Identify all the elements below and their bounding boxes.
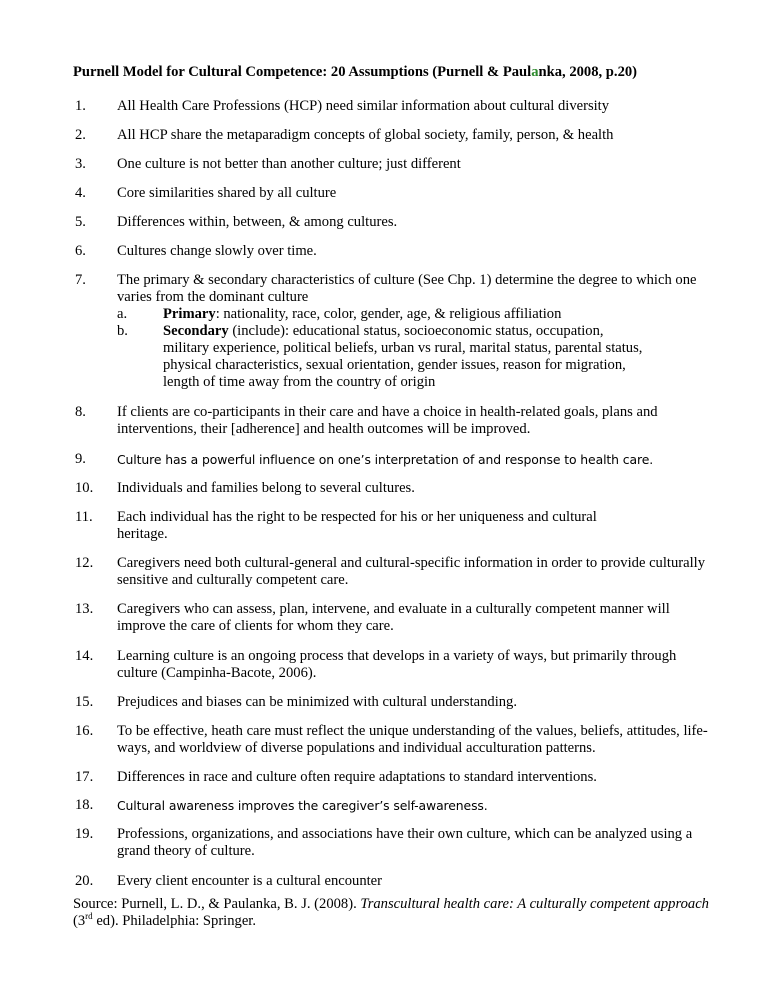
item-number: 2.	[75, 127, 86, 143]
item-text: Caregivers need both cultural-general and cultural-specific information in order to provide culturally sensitive and culturally competent care.	[117, 555, 705, 588]
sub-item-text: (include): educational status, socioeconomic status, occupation, military experience, political beliefs, urban vs rural, marital status, parental status, physical characteristics, sexual orientation, gender issues, reason for migration, length of time away from the country of origin	[163, 323, 643, 390]
item-number: 12.	[75, 555, 94, 571]
document-title: Purnell Model for Cultural Competence: 20 Assumptions (Purnell & Paulanka, 2008, p.20)	[73, 64, 638, 80]
item-text: Cultures change slowly over time.	[117, 243, 317, 259]
item-number: 20.	[75, 873, 94, 889]
item-text: Individuals and families belong to several cultures.	[117, 480, 415, 496]
item-number: 16.	[75, 723, 94, 739]
item-text: If clients are co-participants in their care and have a choice in health-related goals, plans and interventions, their [adherence] and health outcomes will be improved.	[117, 404, 658, 437]
item-number: 5.	[75, 214, 86, 230]
item-number: 11.	[75, 509, 93, 525]
item-text: Cultural awareness improves the caregiver’s self-awareness.	[117, 798, 488, 813]
item-text: All HCP share the metaparadigm concepts of global society, family, person, & health	[117, 127, 614, 143]
item-number: 4.	[75, 185, 86, 201]
item-number: 6.	[75, 243, 86, 259]
item-number: 13.	[75, 601, 94, 617]
item-number: 18.	[75, 797, 94, 813]
sub-item-primary	[117, 306, 717, 323]
sub-item-text: : nationality, race, color, gender, age, & religious affiliation	[215, 306, 562, 322]
item-number: 7.	[75, 272, 86, 288]
item-content	[117, 272, 717, 391]
item-number: 15.	[75, 694, 94, 710]
item-number: 10.	[75, 480, 94, 496]
sub-item-term: Secondary	[163, 323, 229, 339]
item-text: Differences within, between, & among cultures.	[117, 214, 398, 230]
item-text: Each individual has the right to be respected for his or her uniqueness and cultural heritage.	[117, 509, 597, 542]
item-text: Caregivers who can assess, plan, intervene, and evaluate in a culturally competent manner will improve the care of clients for whom they care.	[117, 601, 670, 634]
sub-item-term: Primary	[163, 306, 216, 322]
item-number: 9.	[75, 451, 86, 467]
item-number: 8.	[75, 404, 86, 420]
source-citation: Source: Purnell, L. D., & Paulanka, B. J. (2008). Transcultural health care: A culturally competent approach (3rd ed). Philadelphia: Springer.	[73, 896, 709, 929]
item-number: 19.	[75, 826, 94, 842]
item-text: One culture is not better than another culture; just different	[117, 156, 461, 172]
item-text: All Health Care Professions (HCP) need similar information about cultural diversity	[117, 98, 610, 114]
item-text: The primary & secondary characteristics of culture (See Chp. 1) determine the degree to which one varies from the dominant culture	[117, 272, 697, 305]
item-number: 1.	[75, 98, 86, 114]
source-book-title: Transcultural health care: A culturally competent approach	[360, 896, 709, 912]
item-text: Differences in race and culture often require adaptations to standard interventions.	[117, 769, 597, 785]
item-number: 14.	[75, 648, 94, 664]
item-number: 17.	[75, 769, 94, 785]
item-text: Prejudices and biases can be minimized with cultural understanding.	[117, 694, 518, 710]
sub-item-letter: b.	[117, 323, 128, 339]
sub-item-letter: a.	[117, 306, 128, 322]
sub-item-secondary	[117, 323, 653, 391]
item-text: Core similarities shared by all culture	[117, 185, 337, 201]
item-text: Learning culture is an ongoing process that develops in a variety of ways, but primarily through culture (Campinha-Bacote, 2006).	[117, 648, 677, 681]
item-number: 3.	[75, 156, 86, 172]
item-text: Every client encounter is a cultural encounter	[117, 873, 383, 889]
item-text: Culture has a powerful influence on one’s interpretation of and response to health care.	[117, 452, 654, 467]
item-text: Professions, organizations, and associations have their own culture, which can be analyzed using a grand theory of culture.	[117, 826, 693, 859]
item-text: To be effective, heath care must reflect the unique understanding of the values, beliefs, attitudes, life-ways, and worldview of diverse populations and individual acculturation patterns.	[117, 723, 708, 756]
